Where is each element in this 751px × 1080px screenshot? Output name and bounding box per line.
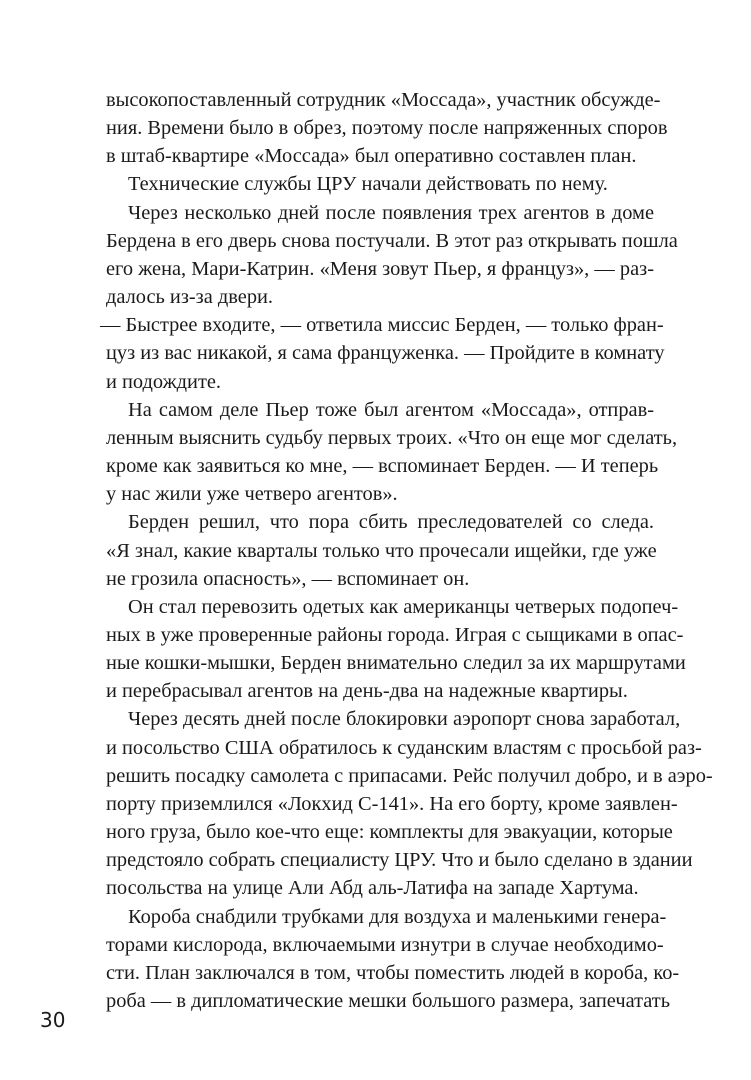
text-line: Через десять дней после блокировки аэропорт снова заработал, xyxy=(128,708,681,731)
text-line: Технические службы ЦРУ начали действовать по нему. xyxy=(128,173,608,196)
body-text xyxy=(100,86,713,1015)
text-line: Через несколько дней после появления трех агентов в доме xyxy=(128,201,654,224)
text-line: ные кошки-мышки, Берден внимательно следил за их маршрутами xyxy=(106,652,686,675)
text-line: и посольство США обратилось к суданским властям с просьбой раз- xyxy=(106,736,702,759)
text-line: торами кислорода, включаемыми изнутри в случае необходимо- xyxy=(106,933,664,956)
paragraph xyxy=(106,396,678,509)
text-line: и перебрасывал агентов на день-два на надежные квартиры. xyxy=(106,680,628,703)
text-line: и подождите. xyxy=(106,370,222,393)
text-line: ных в уже проверенные районы города. Играя с сыщиками в опас- xyxy=(106,623,684,646)
text-line: предстояло собрать специалисту ЦРУ. Что и было сделано в здании xyxy=(106,849,693,872)
paragraph xyxy=(106,199,678,312)
text-line: посольства на улице Али Абд аль-Латифа на западе Хартума. xyxy=(106,877,639,900)
text-line: Бердена в его дверь снова постучали. В этот раз открывать пошла xyxy=(106,229,678,252)
text-line: кроме как заявиться ко мне, — вспоминает Берден. — И теперь xyxy=(106,455,659,478)
text-line: высокопоставленный сотрудник «Моссада», участник обсужде- xyxy=(106,89,661,111)
text-line: у нас жили уже четверо агентов». xyxy=(106,483,398,506)
paragraph xyxy=(106,705,713,902)
page-number: 30 xyxy=(40,1008,66,1032)
text-line: далось из-за двери. xyxy=(106,286,274,309)
text-line: не грозила опасность», — вспоминает он. xyxy=(106,567,470,590)
text-line: роба — в дипломатические мешки большого размера, запечатать xyxy=(106,990,671,1012)
text-line: ния. Времени было в обрез, поэтому после напряженных споров xyxy=(106,117,668,140)
text-line: Короба снабдили трубками для воздуха и маленькими генера- xyxy=(128,905,667,928)
text-line: сти. План заключался в том, чтобы поместить людей в короба, ко- xyxy=(106,961,680,984)
text-line: На самом деле Пьер тоже был агентом «Моссада», отправ- xyxy=(128,398,654,421)
paragraph xyxy=(106,508,657,592)
text-line: порту приземлился «Локхид С-141». На его борту, кроме заявлен- xyxy=(106,792,678,815)
paragraph xyxy=(106,170,654,198)
text-line: Он стал перевозить одетых как американцы четверых подопеч- xyxy=(128,595,679,618)
text-line: — Быстрее входите, — ответила миссис Берден, — только фран- xyxy=(100,314,664,337)
text-line: цуз из вас никакой, я сама француженка. — Пройдите в комнату xyxy=(106,342,665,365)
paragraph xyxy=(106,593,686,706)
text-line: Берден решил, что пора сбить преследователей со следа. xyxy=(128,511,654,534)
text-line: в штаб-квартире «Моссада» был оперативно составлен план. xyxy=(106,145,637,168)
text-line: решить посадку самолета с припасами. Рейс получил добро, и в аэро- xyxy=(106,764,713,787)
paragraph xyxy=(100,311,665,395)
text-line: его жена, Мари-Катрин. «Меня зовут Пьер, я француз», — раз- xyxy=(106,257,654,280)
text-line: ного груза, было кое-что еще: комплекты для эвакуации, которые xyxy=(106,821,673,844)
text-line: ленным выяснить судьбу первых троих. «Что он еще мог сделать, xyxy=(106,426,678,449)
text-line: «Я знал, какие кварталы только что прочесали ищейки, где уже xyxy=(106,539,657,562)
paragraph xyxy=(106,903,680,1016)
paragraph xyxy=(106,86,668,170)
